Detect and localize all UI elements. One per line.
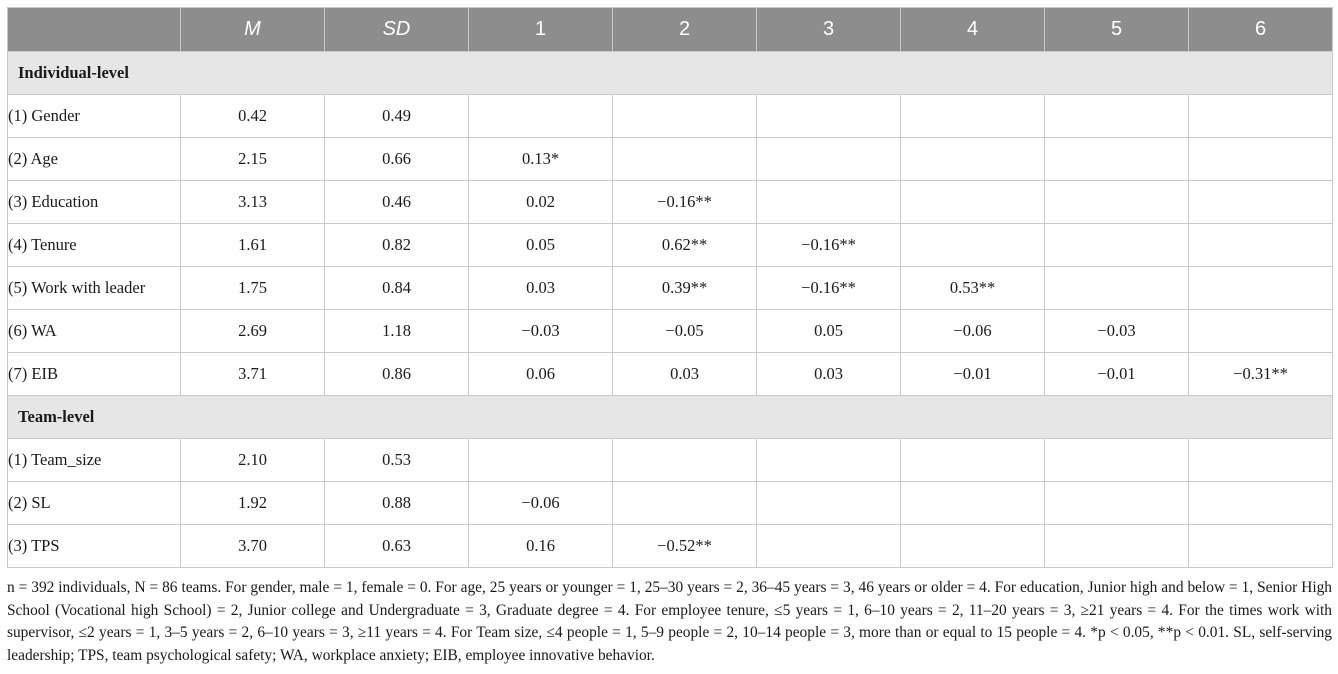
header-cell: SD <box>325 8 469 52</box>
table-row <box>8 310 1333 353</box>
table-cell <box>1045 525 1189 568</box>
table-cell: 1.75 <box>181 267 325 310</box>
table-row <box>8 181 1333 224</box>
table-cell: 0.53 <box>325 439 469 482</box>
table-cell: 2.69 <box>181 310 325 353</box>
row-label: (3) Education <box>8 181 181 224</box>
table-cell: 3.70 <box>181 525 325 568</box>
table-cell <box>901 482 1045 525</box>
table-cell <box>901 138 1045 181</box>
row-label: (4) Tenure <box>8 224 181 267</box>
table-row <box>8 224 1333 267</box>
row-label: (7) EIB <box>8 353 181 396</box>
row-label: (1) Gender <box>8 95 181 138</box>
header-cell: 2 <box>613 8 757 52</box>
table-cell: 3.71 <box>181 353 325 396</box>
table-cell <box>1045 95 1189 138</box>
table-cell: 0.05 <box>757 310 901 353</box>
table-cell: 0.03 <box>757 353 901 396</box>
table-cell <box>1189 138 1333 181</box>
table-cell: 0.86 <box>325 353 469 396</box>
table-row <box>8 525 1333 568</box>
row-label: (6) WA <box>8 310 181 353</box>
table-cell <box>469 439 613 482</box>
table-cell <box>757 138 901 181</box>
table-cell: −0.16** <box>613 181 757 224</box>
table-row <box>8 439 1333 482</box>
table-cell: −0.06 <box>901 310 1045 353</box>
table-cell: 0.66 <box>325 138 469 181</box>
table-cell: −0.06 <box>469 482 613 525</box>
table-cell: 0.63 <box>325 525 469 568</box>
row-label: (2) Age <box>8 138 181 181</box>
table-cell <box>1045 224 1189 267</box>
table-cell <box>613 439 757 482</box>
table-cell: 0.88 <box>325 482 469 525</box>
table-cell <box>757 181 901 224</box>
table-cell <box>613 95 757 138</box>
table-row <box>8 353 1333 396</box>
table-cell: 0.53** <box>901 267 1045 310</box>
table-cell: −0.52** <box>613 525 757 568</box>
table-cell: 0.84 <box>325 267 469 310</box>
header-cell: 5 <box>1045 8 1189 52</box>
table-cell <box>1189 525 1333 568</box>
table-cell <box>901 224 1045 267</box>
table-cell <box>1045 482 1189 525</box>
table-cell <box>469 95 613 138</box>
section-title: Individual-level <box>8 52 1333 95</box>
table-cell <box>1189 267 1333 310</box>
table-cell <box>1189 482 1333 525</box>
table-cell: 0.39** <box>613 267 757 310</box>
row-label: (3) TPS <box>8 525 181 568</box>
table-cell: −0.03 <box>469 310 613 353</box>
table-cell <box>1045 267 1189 310</box>
table-cell <box>1189 310 1333 353</box>
table-cell <box>901 95 1045 138</box>
table-cell: 0.03 <box>469 267 613 310</box>
table-cell <box>1045 181 1189 224</box>
table-row <box>8 138 1333 181</box>
row-label: (5) Work with leader <box>8 267 181 310</box>
table-cell <box>757 439 901 482</box>
table-cell: 0.62** <box>613 224 757 267</box>
table-cell: 3.13 <box>181 181 325 224</box>
header-cell-blank <box>8 8 181 52</box>
table-cell: 0.16 <box>469 525 613 568</box>
table-cell <box>1189 439 1333 482</box>
section-header-row <box>8 396 1333 439</box>
table-cell: 2.10 <box>181 439 325 482</box>
table-cell: 0.49 <box>325 95 469 138</box>
table-cell <box>757 525 901 568</box>
table-cell: 0.02 <box>469 181 613 224</box>
table-row <box>8 267 1333 310</box>
table-cell <box>1045 138 1189 181</box>
table-cell: −0.16** <box>757 224 901 267</box>
table-cell <box>1189 224 1333 267</box>
table-cell <box>757 95 901 138</box>
table-cell: 2.15 <box>181 138 325 181</box>
table-cell: 0.13* <box>469 138 613 181</box>
table-cell: 1.61 <box>181 224 325 267</box>
table-cell <box>1189 95 1333 138</box>
table-cell <box>901 181 1045 224</box>
row-label: (2) SL <box>8 482 181 525</box>
row-label: (1) Team_size <box>8 439 181 482</box>
table-cell <box>901 439 1045 482</box>
table-cell: −0.01 <box>1045 353 1189 396</box>
table-cell <box>613 482 757 525</box>
table-cell: −0.03 <box>1045 310 1189 353</box>
section-header-row <box>8 52 1333 95</box>
table-cell <box>1045 439 1189 482</box>
header-cell: M <box>181 8 325 52</box>
header-row <box>8 8 1333 52</box>
table-row <box>8 482 1333 525</box>
header-cell: 4 <box>901 8 1045 52</box>
table-cell <box>901 525 1045 568</box>
table-cell: 0.82 <box>325 224 469 267</box>
table-footnote: n = 392 individuals, N = 86 teams. For gender, male = 1, female = 0. For age, 25 years or younger = 1, 25–30 years = 2, 36–45 years = 3, 46 years or older = 4. For education, Junior high and below = 1, Senior High School (Vocational high School) = 2, Junior college and Undergraduate = 3, Graduate degree = 4. For employee tenure, ≤5 years = 1, 6–10 years = 2, 11–20 years = 3, ≥21 years = 4. For the times work with supervisor, ≤2 years = 1, 3–5 years = 2, 6–10 years = 3, ≥11 years = 4. For Team size, ≤4 people = 1, 5–9 people = 2, 10–14 people = 3, more than or equal to 15 people = 4. *p < 0.05, **p < 0.01. SL, self-serving leadership; TPS, team psychological safety; WA, workplace anxiety; EIB, employee innovative behavior. <box>7 579 1332 664</box>
table-cell: 1.18 <box>325 310 469 353</box>
table-cell: 0.03 <box>613 353 757 396</box>
correlation-table <box>7 7 1333 568</box>
table-cell: −0.05 <box>613 310 757 353</box>
table-cell: 0.46 <box>325 181 469 224</box>
header-cell: 3 <box>757 8 901 52</box>
table-row <box>8 95 1333 138</box>
section-title: Team-level <box>8 396 1333 439</box>
table-cell: 0.06 <box>469 353 613 396</box>
header-cell: 6 <box>1189 8 1333 52</box>
table-cell: −0.31** <box>1189 353 1333 396</box>
table-cell: −0.01 <box>901 353 1045 396</box>
table-cell: 0.42 <box>181 95 325 138</box>
table-cell: −0.16** <box>757 267 901 310</box>
table-body <box>8 52 1333 568</box>
table-cell <box>757 482 901 525</box>
table-cell: 0.05 <box>469 224 613 267</box>
table-cell: 1.92 <box>181 482 325 525</box>
table-cell <box>1189 181 1333 224</box>
table-cell <box>613 138 757 181</box>
header-cell: 1 <box>469 8 613 52</box>
